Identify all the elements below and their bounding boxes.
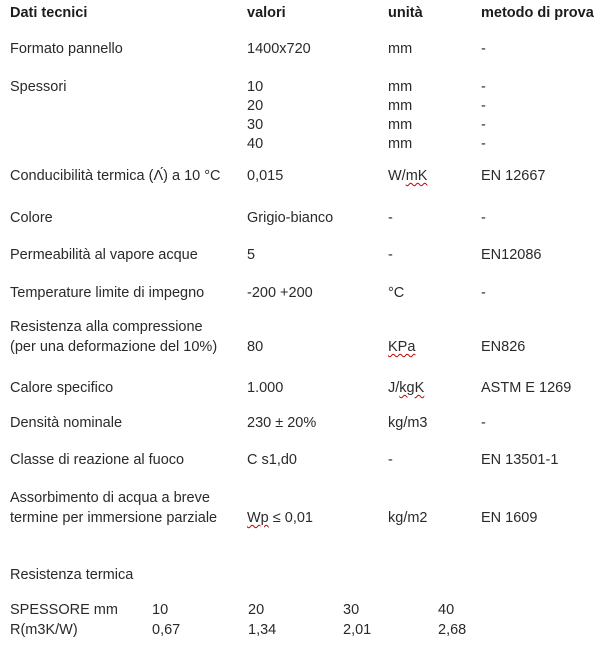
row-unit: -: [388, 210, 393, 226]
row-unit: kg/m2: [388, 510, 428, 526]
row-method: -: [481, 285, 486, 301]
r-value: 1,34: [248, 622, 277, 638]
row-value: 80: [247, 339, 264, 355]
row-value: 20: [247, 98, 264, 114]
row-label: R(m3K/W): [10, 622, 78, 638]
unit-spellcheck-underlined: mK: [405, 168, 428, 184]
row-unit: [388, 338, 415, 357]
row-value: 1400x720: [247, 41, 311, 57]
row-label-line2: (per una deformazione del 10%): [10, 339, 218, 355]
row-unit: [388, 167, 427, 186]
row-unit: -: [388, 247, 393, 263]
row-unit: mm: [388, 79, 413, 95]
unit-prefix: J/: [388, 380, 400, 396]
row-value: 230 ± 20%: [247, 415, 317, 431]
row-method: EN12086: [481, 247, 542, 263]
row-method: EN826: [481, 339, 526, 355]
spessore-value: 10: [152, 602, 169, 618]
row-value: 5: [247, 247, 256, 263]
row-unit: -: [388, 452, 393, 468]
row-label: Densità nominale: [10, 415, 123, 431]
row-method: EN 12667: [481, 168, 546, 184]
value-rest: ≤ 0,01: [268, 510, 313, 526]
row-unit: mm: [388, 136, 413, 152]
column-header-valori: valori: [247, 5, 286, 21]
row-label: Conducibilità termica (Λ́) a 10 °C: [10, 168, 221, 184]
spessore-value: 20: [248, 602, 265, 618]
row-label: Colore: [10, 210, 53, 226]
row-method: -: [481, 79, 486, 95]
row-value: 1.000: [247, 380, 284, 396]
row-method: -: [481, 136, 486, 152]
row-label: Permeabilità al vapore acque: [10, 247, 198, 263]
row-label: Classe di reazione al fuoco: [10, 452, 185, 468]
r-value: 2,01: [343, 622, 372, 638]
row-method: ASTM E 1269: [481, 380, 572, 396]
unit-spellcheck-underlined: kgK: [399, 380, 425, 396]
row-label: Temperature limite di impegno: [10, 285, 205, 301]
row-unit: kg/m3: [388, 415, 428, 431]
row-value: 0,015: [247, 168, 284, 184]
row-value: Grigio-bianco: [247, 210, 334, 226]
row-unit: mm: [388, 41, 413, 57]
r-value: 0,67: [152, 622, 181, 638]
row-value: 10: [247, 79, 264, 95]
row-method: -: [481, 415, 486, 431]
row-method: -: [481, 210, 486, 226]
row-method: -: [481, 41, 486, 57]
row-value: -200 +200: [247, 285, 313, 301]
row-value: C s1,d0: [247, 452, 297, 468]
row-value: 40: [247, 136, 264, 152]
row-label-line1: Assorbimento di acqua a breve: [10, 490, 210, 506]
row-unit: °C: [388, 285, 405, 301]
unit-spellcheck-underlined: KPa: [388, 339, 416, 355]
row-label: Formato pannello: [10, 41, 123, 57]
row-label: Spessori: [10, 79, 67, 95]
row-label: Calore specifico: [10, 380, 114, 396]
row-unit: mm: [388, 117, 413, 133]
row-value: [247, 509, 313, 528]
row-unit: mm: [388, 98, 413, 114]
row-method: -: [481, 98, 486, 114]
spessore-value: 30: [343, 602, 360, 618]
value-spellcheck-underlined: Wp: [247, 510, 269, 526]
column-header-dati-tecnici: Dati tecnici: [10, 5, 88, 21]
spessore-value: 40: [438, 602, 455, 618]
column-header-unita: unità: [388, 5, 423, 21]
row-method: EN 1609: [481, 510, 538, 526]
row-unit: [388, 379, 424, 398]
column-header-metodo-di-prova: metodo di prova: [481, 5, 594, 21]
row-label: SPESSORE mm: [10, 602, 118, 618]
row-method: -: [481, 117, 486, 133]
row-label-line1: Resistenza alla compressione: [10, 319, 203, 335]
row-label-line2: termine per immersione parziale: [10, 510, 218, 526]
r-value: 2,68: [438, 622, 467, 638]
unit-prefix: W/: [388, 168, 406, 184]
row-value: 30: [247, 117, 264, 133]
row-method: EN 13501-1: [481, 452, 559, 468]
section-title: Resistenza termica: [10, 567, 134, 583]
